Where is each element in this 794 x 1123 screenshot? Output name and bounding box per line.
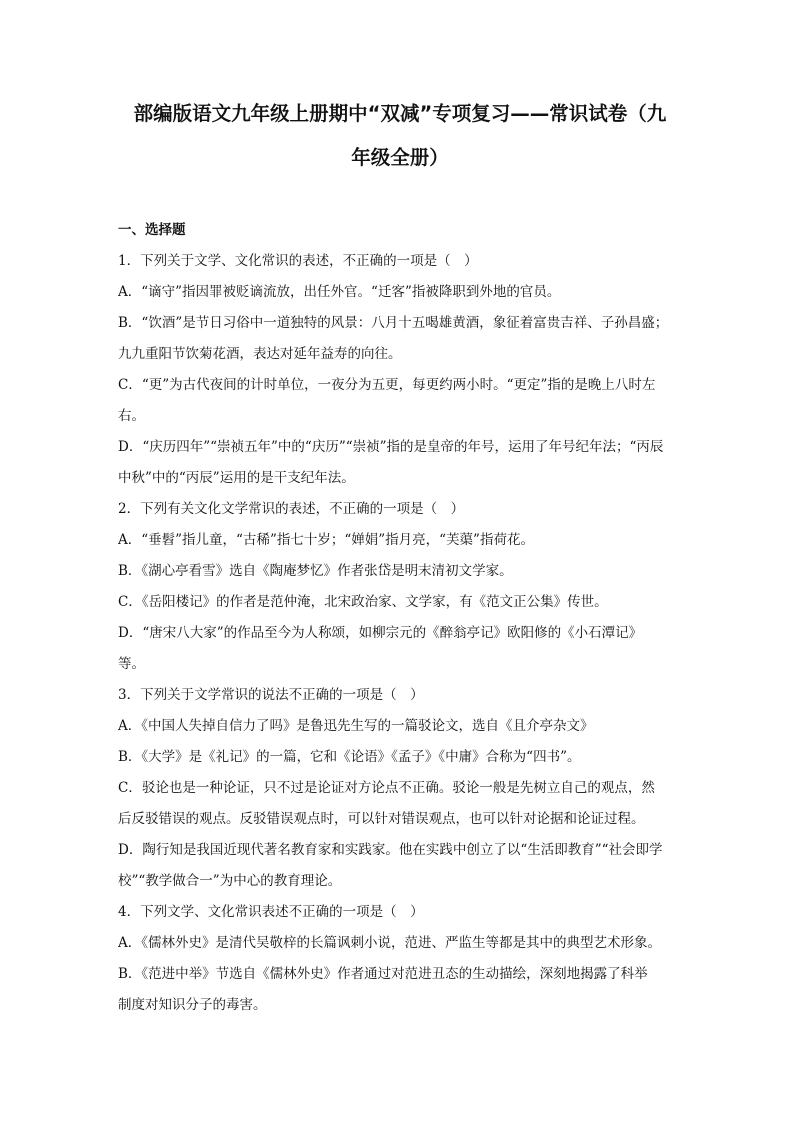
text-line: 校”“教学做合一”为中心的教育理论。 [118, 873, 342, 889]
text-line: C．《岳阳楼记》的作者是范仲淹，北宋政治家、文学家，有《范文正公集》传世。 [118, 594, 608, 610]
text-line: A．“垂髫”指儿童，“古稀”指七十岁；“婵娟”指月亮，“芙蕖”指荷花。 [118, 532, 534, 548]
text-line: A．“谪守”指因罪被贬谪流放，出任外官。“迁客”指被降职到外地的官员。 [118, 284, 561, 300]
text-line: 中秋”中的“丙辰”运用的是干支纪年法。 [118, 470, 355, 486]
text-line: 2．下列有关文化文学常识的表述，不正确的一项是（ ） [118, 501, 465, 517]
text-line: D．“庆历四年”“崇祯五年”中的“庆历”“崇祯”指的是皇帝的年号，运用了年号纪年法；“丙辰 [118, 439, 664, 455]
section-heading: 一、选择题 [118, 222, 186, 238]
text-line: D．“唐宋八大家”的作品至今为人称颂，如柳宗元的《醉翁亭记》欧阳修的《小石潭记》 [118, 625, 643, 641]
document-body [118, 214, 680, 1021]
text-line: 等。 [118, 656, 145, 672]
text-line: C．驳论也是一种论证，只不过是论证对方论点不正确。驳论一般是先树立自己的观点，然 [118, 780, 655, 796]
text-line: 后反驳错误的观点。反驳错误观点时，可以针对错误观点，也可以针对论据和论证过程。 [118, 811, 645, 827]
document-title [110, 92, 690, 180]
text-line: B．“饮酒”是节日习俗中一道独特的风景：八月十五喝雄黄酒，象征着富贵吉祥、子孙昌盛； [118, 315, 669, 331]
text-line: 1．下列关于文学、文化常识的表述，不正确的一项是（ ） [118, 253, 478, 269]
text-line: 右。 [118, 408, 145, 424]
text-line: B．《湖心亭看雪》选自《陶庵梦忆》作者张岱是明末清初文学家。 [118, 563, 513, 579]
title-line: 部编版语文九年级上册期中“双减”专项复习——常识试卷（九 [133, 102, 667, 125]
text-line: 3．下列关于文学常识的说法不正确的一项是（ ） [118, 687, 424, 703]
title-line: 年级全册） [351, 146, 449, 169]
text-line: D．陶行知是我国近现代著名教育家和实践家。他在实践中创立了以“生活即教育”“社会即学 [118, 842, 663, 858]
text-line: C．“更”为古代夜间的计时单位，一夜分为五更，每更约两小时。“更定”指的是晚上八时左 [118, 377, 656, 393]
text-line: 4．下列文学、文化常识表述不正确的一项是（ ） [118, 904, 424, 920]
text-line: 制度对知识分子的毒害。 [118, 997, 267, 1013]
text-line: A．《中国人失掉自信力了吗》是鲁迅先生写的一篇驳论文，选自《且介亭杂文》 [118, 718, 594, 734]
text-line: B．《范进中举》节选自《儒林外史》作者通过对范进丑态的生动描绘，深刻地揭露了科举 [118, 966, 648, 982]
text-line: 九九重阳节饮菊花酒，表达对延年益寿的向往。 [118, 346, 402, 362]
text-line: A．《儒林外史》是清代吴敬梓的长篇讽刺小说，范进、严监生等都是其中的典型艺术形象。 [118, 935, 661, 951]
text-line: B．《大学》是《礼记》的一篇，它和《论语》《孟子》《中庸》合称为“四书”。 [118, 749, 581, 765]
question-list [118, 246, 680, 1021]
